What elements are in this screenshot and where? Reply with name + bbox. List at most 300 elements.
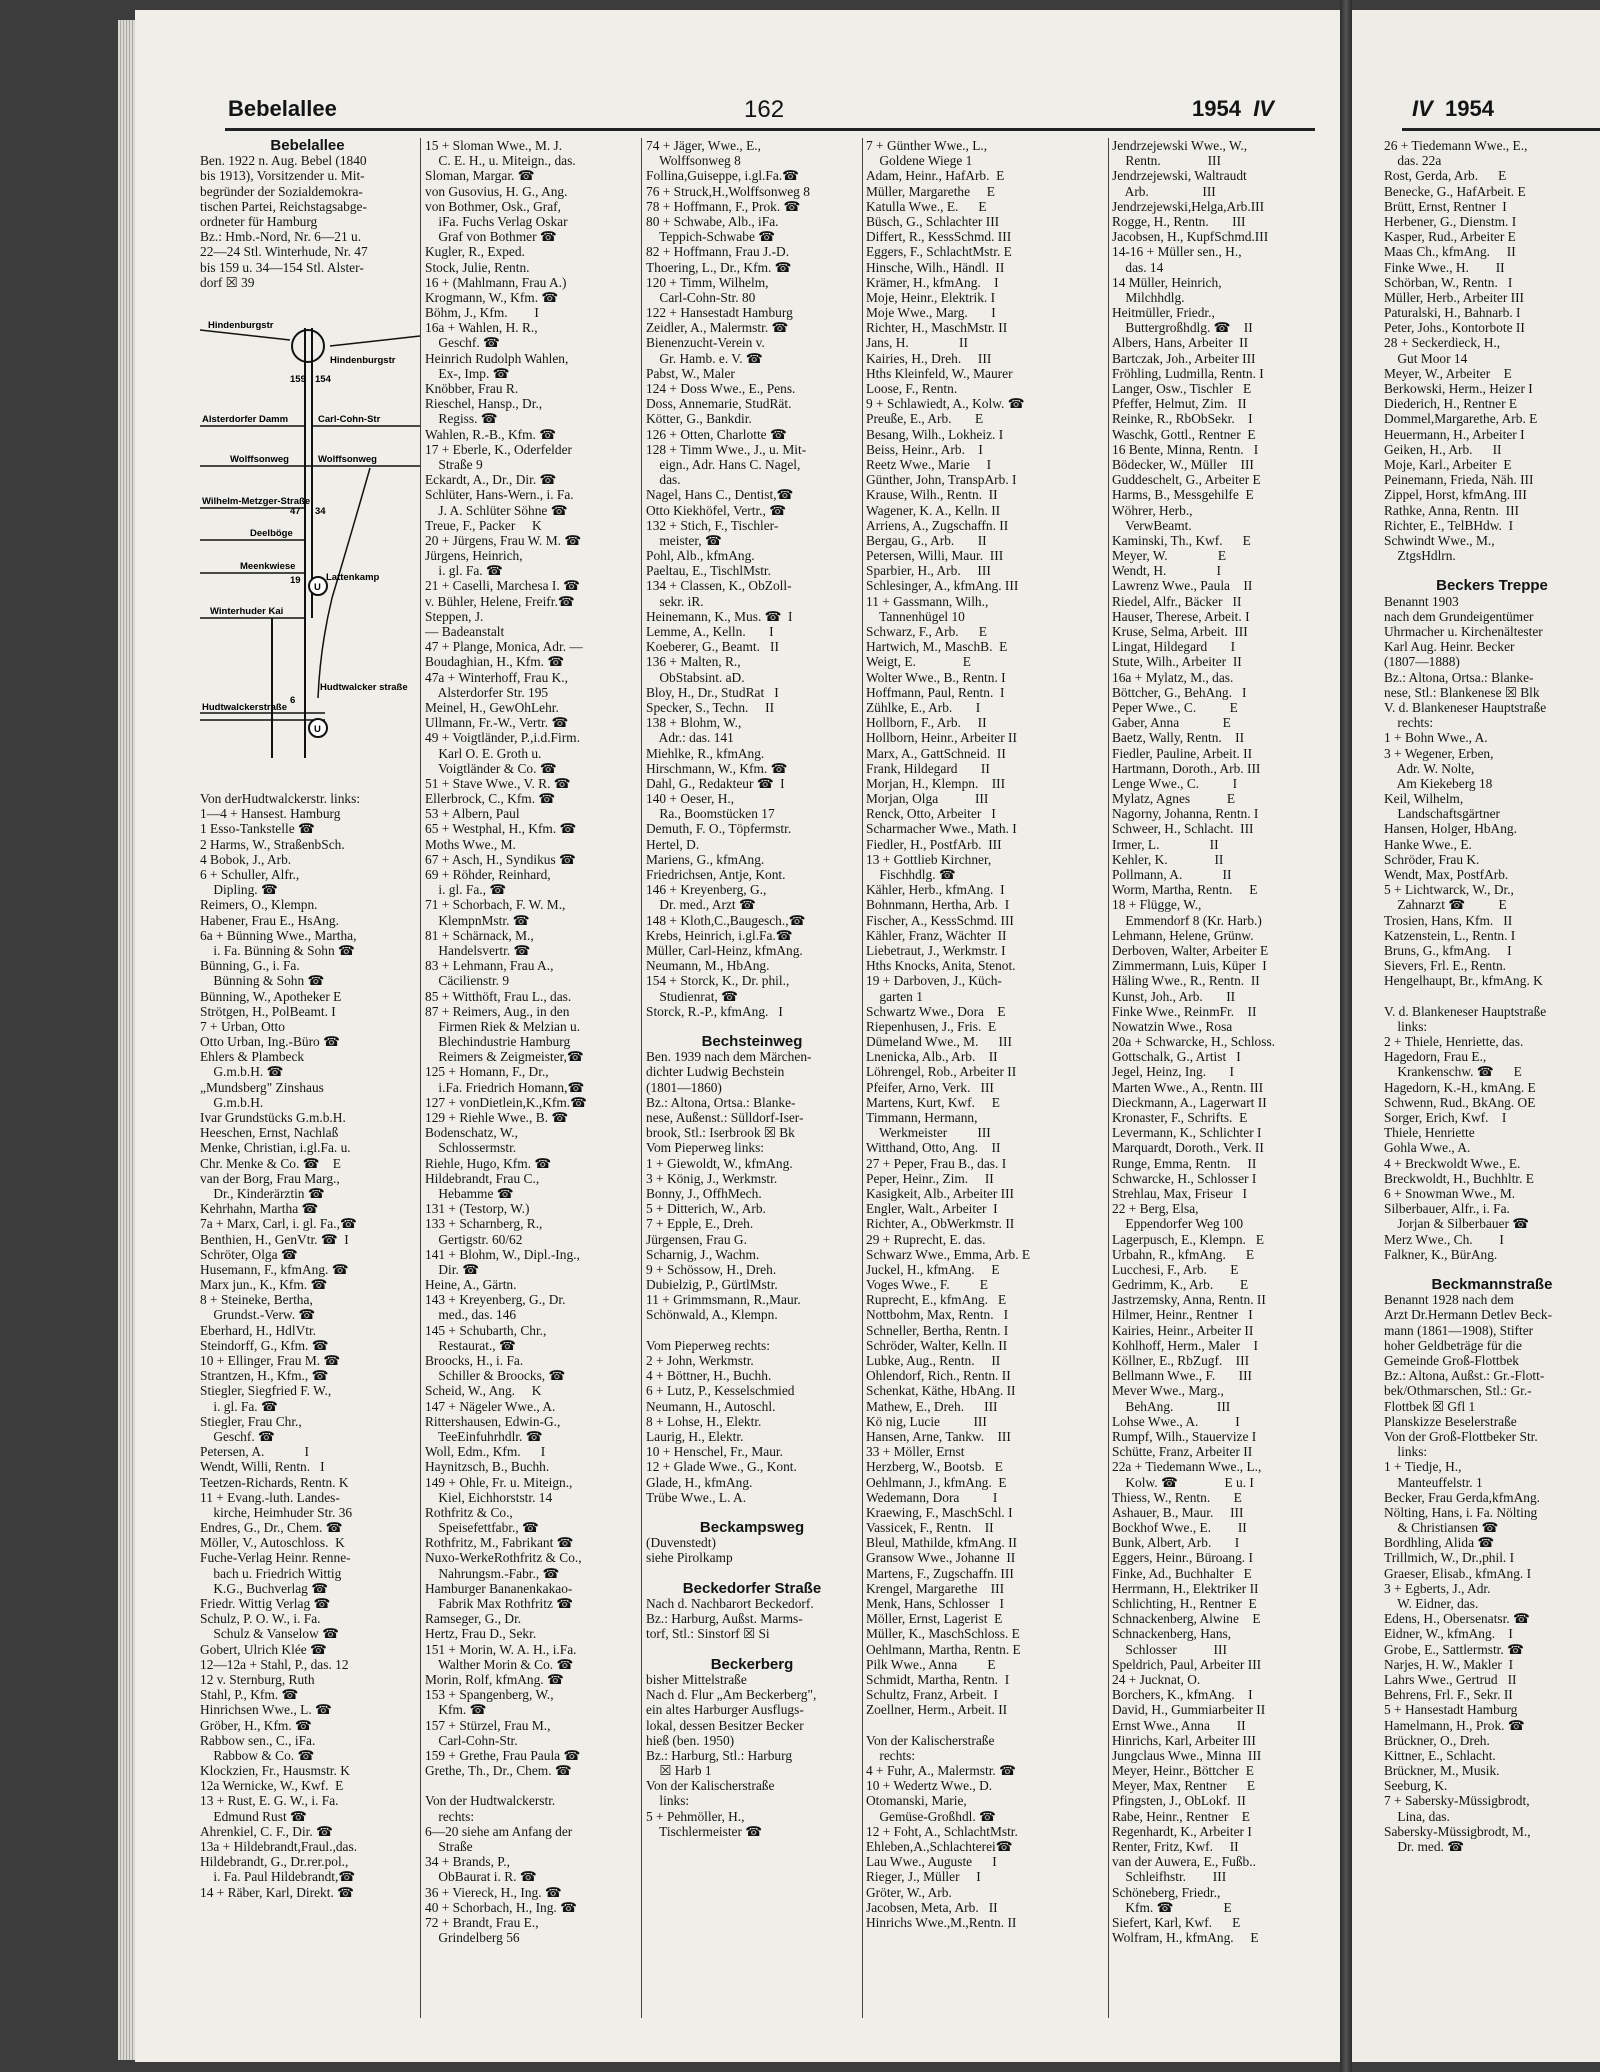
directory-line: Hamburger Bananenkakao- [425,1580,573,1596]
column-4 [866,138,1104,1930]
directory-line: Müller, Herb., Arbeiter III [1384,289,1525,305]
directory-line: Riedel, Alfr., Bäcker II [1112,593,1242,609]
directory-line: links: [646,1793,690,1809]
directory-line: 11 + Gassmann, Wilh., [866,593,989,609]
directory-line: 6 + Snowman Wwe., M. [1384,1185,1516,1201]
directory-line: Ramseger, G., Dr. [425,1611,522,1627]
directory-line: 78 + Hoffmann, F., Prok. ☎ [646,198,801,214]
directory-line: Zeidler, A., Malermstr. ☎ [646,320,789,336]
directory-line: 22 + Berg, Elsa, [1112,1201,1199,1217]
street-heading: Beckerberg [710,1655,794,1673]
directory-line: garten 1 [866,988,923,1004]
directory-line: Lau Wwe., Auguste I [866,1854,997,1870]
directory-line: Stiegler, Siegfried F. W., [200,1383,332,1399]
directory-line: Morjan, Olga III [866,791,989,807]
directory-line: von Bothmer, Osk., Graf, [425,198,561,214]
directory-line: G.m.b.H. [200,1094,264,1110]
directory-line: Mathew, E., Dreh. III [866,1398,998,1414]
directory-line: Bleul, Mathilde, kfmAng. II [866,1535,1017,1551]
directory-line: Kruse, Selma, Arbeit. III [1112,624,1248,639]
directory-line: Peper, Heinr., Zim. II [866,1170,994,1186]
directory-line: 16a + Wahlen, H. R., [425,320,538,336]
directory-line: 74 + Jäger, Wwe., E., [646,138,761,153]
directory-line: siehe Pirolkamp [646,1550,733,1566]
directory-line: Wolfram, H., kfmAng. E [1112,1930,1259,1946]
directory-line: i. gl. Fa. ☎ [425,563,503,579]
directory-line: 17 + Eberle, K., Oderfelder [425,441,572,457]
directory-line: Edens, H., Obersenatsr. ☎ [1384,1611,1530,1627]
directory-line: KlempnMstr. ☎ [425,912,530,928]
directory-line: Graf von Bothmer ☎ [425,229,557,245]
directory-line: 22—24 Stl. Winterhude, Nr. 47 [200,244,368,260]
directory-line: Lagerpusch, E., Klempn. E [1112,1231,1265,1247]
directory-line: sekr. iR. [646,593,704,609]
directory-line: Steppen, J. [425,608,484,624]
directory-line: 122 + Hansestadt Hamburg [646,305,793,321]
directory-line: C. E. H., u. Miteign., das. [425,153,576,169]
directory-line: Eppendorfer Weg 100 [1112,1216,1244,1232]
directory-line: Edmund Rust ☎ [200,1808,307,1824]
street-heading: Beckmannstraße [1431,1276,1553,1294]
directory-line: Rogge, H., Rentn. III [1112,213,1246,229]
directory-line: torf, Stl.: Sinstorf ☒ Si [646,1626,770,1642]
directory-line: 83 + Lehmann, Frau A., [425,958,554,974]
directory-line: kirche, Heimhuder Str. 36 [200,1504,353,1520]
directory-line: Schlosser III [1112,1641,1227,1657]
directory-line: Bonny, J., OffhMech. [646,1185,762,1201]
directory-line: Grindelberg 56 [425,1930,520,1946]
directory-line: Keil, Wilhelm, [1384,791,1464,807]
directory-line: 13 + Rust, E. G. W., i. Fa. [200,1793,339,1809]
header-rule-right [1402,128,1600,131]
directory-line: Ben. 1922 n. Aug. Bebel (1840 [200,153,367,169]
directory-line: Bordhling, Alida ☎ [1384,1535,1495,1551]
directory-line: 129 + Riehle Wwe., B. ☎ [425,1110,568,1125]
directory-line: Endres, G., Dr., Chem. ☎ [200,1520,343,1536]
map-street-label: Deelböge [250,528,293,539]
directory-line: 10 + Henschel, Fr., Maur. [646,1444,783,1460]
directory-line: 5 + Ditterich, W., Arb. [646,1201,766,1217]
directory-line: nese, Außenst.: Sülldorf-Iser- [646,1110,804,1125]
directory-line: Menk, Hans, Schlosser I [866,1596,1004,1611]
directory-line: Hinsche, Wilh., Händl. II [866,259,1005,275]
directory-line: Büsch, G., Schlachter III [866,213,1000,229]
directory-line: Diederich, H., Rentner E [1384,396,1518,412]
directory-line: Fabrik Max Rothfritz ☎ [425,1596,573,1611]
directory-line: Ben. 1939 nach dem Märchen- [646,1049,812,1065]
directory-line: Straße 9 [425,456,483,472]
directory-line: 133 + Scharnberg, R., [425,1216,543,1232]
directory-line: Zahnarzt ☎ E [1384,897,1507,913]
directory-line: Rieger, J., Müller I [866,1869,981,1885]
directory-line: Paturalski, H., Bahnarb. I [1384,305,1521,321]
directory-line: Vom Pieperweg links: [646,1140,765,1156]
directory-line: Scharnig, J., Wachm. [646,1246,760,1262]
directory-line: Gaber, Anna E [1112,715,1231,731]
directory-line: 12 v. Sternburg, Ruth [200,1671,315,1687]
directory-line: Friedr. Wittig Verlag ☎ [200,1596,331,1611]
directory-line: Morin, Rolf, kfmAng. ☎ [425,1671,564,1687]
directory-line: Pfeifer, Arno, Verk. III [866,1079,994,1095]
directory-line: Rabbow & Co. ☎ [200,1747,315,1763]
directory-line: Jendrzejewski, Waltraudt [1112,168,1247,184]
directory-line: 49 + Voigtländer, P.,i.d.Firm. [425,730,580,746]
directory-line: Löhrengel, Rob., Arbeiter II [866,1064,1017,1080]
directory-line: Maas Ch., kfmAng. II [1384,244,1516,260]
directory-line: Bergau, G., Arb. II [866,532,987,548]
directory-line: Glade, H., kfmAng. [646,1474,753,1490]
directory-line: 7 + Günther Wwe., L., [866,138,988,153]
directory-line: 131 + (Testorp, W.) [425,1201,530,1217]
right-page-head [1412,96,1494,122]
directory-line: Nuxo-WerkeRothfritz & Co., [425,1550,582,1566]
directory-line: Breckwoldt, H., Buchhltr. E [1384,1170,1534,1186]
directory-line: Hinrichsen Wwe., L. ☎ [200,1702,332,1718]
directory-line: Landschaftsgärtner [1384,806,1501,822]
directory-line: 22a + Tiedemann Wwe., L., [1112,1459,1262,1475]
directory-line: Oehlmann, J., kfmAng. E [866,1474,1007,1490]
directory-line: Juckel, H., kfmAng. E [866,1261,1000,1277]
directory-line: Waschk, Gottl., Rentner E [1112,426,1256,442]
directory-line: Krebs, Heinrich, i.gl.Fa.☎ [646,927,793,943]
directory-line: Kasper, Rud., Arbeiter E [1384,229,1516,245]
map-street-label: Alsterdorfer Damm [202,414,289,425]
directory-line: Grundst.-Verw. ☎ [200,1307,316,1323]
directory-line: Moths Wwe., M. [425,836,516,852]
directory-line: 159 + Grethe, Frau Paula ☎ [425,1747,581,1763]
directory-line: 24 + Jucknat, O. [1112,1671,1201,1687]
book-spine [1340,0,1352,2072]
directory-line: Bruns, G., kfmAng. I [1384,942,1512,958]
directory-line: Kairies, H., Dreh. III [866,350,992,366]
directory-line: Jendrzejewski,Helga,Arb.III [1112,198,1265,214]
directory-line: Pfeffer, Helmut, Zim. II [1112,396,1247,412]
directory-line: Frank, Hildegard II [866,760,990,776]
directory-line: Bienenzucht-Verein v. [646,335,765,351]
directory-line: Bz.: Altona, Ortsa.: Blanke- [646,1094,796,1110]
directory-line: Schröter, Olga ☎ [200,1246,298,1262]
right-year: 1954 [1445,96,1494,121]
directory-line: Hirschmann, W., Kfm. ☎ [646,760,788,776]
directory-line: Pfingsten, J., ObLokf. II [1112,1793,1246,1809]
directory-line: ☒ Harb 1 [646,1763,712,1779]
directory-line: 15 + Sloman Wwe., M. J. [425,138,563,153]
directory-line: Brückner, M., Musik. [1384,1763,1500,1779]
directory-line: Dipling. ☎ [200,882,278,898]
directory-line: Nahrungsm.-Fabr., ☎ [425,1565,560,1581]
directory-line: Krankenschw. ☎ E [1384,1064,1522,1080]
directory-line: Finke Wwe., H. II [1384,259,1505,275]
header-rule [225,128,1315,131]
directory-line: Laurig, H., Elektr. [646,1428,744,1444]
directory-line: Timmann, Hermann, [866,1110,978,1125]
directory-line: Haynitzsch, B., Buchh. [425,1459,550,1475]
directory-line: Müller, Margarethe E [866,183,995,199]
directory-line: Strehlau, Max, Friseur I [1112,1185,1247,1201]
directory-line: Hagedorn, K.-H., kmAng. E [1384,1079,1536,1095]
directory-line: 127 + vonDietlein,K.,Kfm.☎ [425,1094,587,1110]
directory-line: Sloman, Margar. ☎ [425,168,535,184]
directory-line: Katulla Wwe., E. E [866,198,987,214]
directory-line: Rumpf, Wilh., Stauervize I [1112,1428,1257,1444]
directory-line: Kähler, Franz, Wächter II [866,927,1007,943]
directory-line: Schwindt Wwe., M., [1384,532,1495,548]
directory-line: bisher Mittelstraße [646,1671,747,1687]
directory-line: Hinrichs Wwe.,M.,Rentn. II [866,1914,1017,1930]
directory-line: 16a + Mylatz, M., das. [1112,669,1234,685]
directory-line: Steindorff, G., Kfm. ☎ [200,1337,329,1353]
directory-line: Moje, Karl., Arbeiter E [1384,456,1512,472]
right-volume: IV [1412,96,1433,121]
directory-line: VerwBeamt. [1112,517,1192,533]
street-heading: Beckers Treppe [1436,577,1548,595]
directory-line: 1 + Tiedje, H., [1384,1459,1462,1475]
directory-line: Schörban, W., Rentn. I [1384,274,1513,290]
directory-line: Kehler, K. II [1112,851,1224,867]
directory-line: 4 + Böttner, H., Buchh. [646,1368,772,1384]
directory-line: 120 + Timm, Wilhelm, [646,274,769,290]
directory-line: Bünning, G., i. Fa. [200,958,300,974]
directory-line: Katzenstein, L., Rentn. I [1384,927,1516,943]
directory-line: 147 + Nägeler Wwe., A. [425,1398,556,1414]
directory-line: Cäcilienstr. 9 [425,973,510,989]
directory-line: Falkner, K., BürAng. [1384,1246,1498,1262]
directory-line: Böhm, J., Kfm. I [425,305,539,321]
column-5 [1112,138,1337,1945]
directory-line: Adr.: das. 141 [646,730,734,746]
directory-line: Geiken, H., Arb. II [1384,441,1502,457]
directory-line: Kraewing, F., MaschSchl. I [866,1504,1013,1520]
volume: IV [1253,96,1274,121]
directory-line: Preuße, E., Arb. E [866,411,984,427]
directory-line: Kaminski, Th., Kwf. E [1112,532,1251,548]
directory-line: Carl-Cohn-Str. 80 [646,289,756,305]
directory-line: Adr. W. Nolte, [1384,760,1475,776]
directory-line: Heine, A., Gärtn. [425,1277,517,1293]
directory-line: 69 + Röhder, Reinhard, [425,867,551,882]
directory-line: Hinrichs, Karl, Arbeiter III [1112,1732,1256,1748]
directory-line: Finke Wwe., ReinmFr. II [1112,1003,1257,1019]
directory-line: 4 + Breckwoldt Wwe., E. [1384,1155,1521,1171]
directory-line: 53 + Albern, Paul [425,806,520,822]
directory-line: Hengelhaupt, Br., kfmAng. K [1384,973,1543,989]
directory-line [200,290,415,305]
directory-line: 145 + Schubarth, Chr., [425,1322,547,1338]
directory-line: 5 + Lichtwarck, W., Dr., [1384,882,1514,898]
directory-line: Martens, F., Zugschaffn. III [866,1565,1014,1581]
directory-line: v. Bühler, Helene, Freifr.☎ [425,593,575,609]
directory-line: Otto Urban, Ing.-Büro ☎ [200,1034,340,1050]
directory-line: Hansen, Arne, Tankw. III [866,1428,1011,1444]
directory-line: Hagedorn, Frau E., [1384,1049,1487,1065]
directory-line: Worm, Martha, Rentn. E [1112,882,1258,898]
directory-line: 7a + Marx, Carl, i. gl. Fa.,☎ [200,1216,357,1232]
directory-line: Dahl, G., Redakteur ☎ I [646,775,785,791]
directory-line: 19 + Darboven, J., Küch- [866,973,1002,989]
directory-line: Mariens, G., kfmAng. [646,851,765,867]
directory-line: Ernst Wwe., Anna II [1112,1717,1246,1733]
directory-line: Grobe, E., Sattlermstr. ☎ [1384,1641,1524,1657]
directory-line: Schlichting, H., Rentner E [1112,1596,1257,1611]
directory-line: rechts: [425,1808,475,1824]
directory-line: Dubielzig, P., GürtlMstr. [646,1277,778,1293]
directory-line: Peinemann, Frieda, Näh. III [1384,472,1534,488]
directory-line: 76 + Struck,H.,Wolffsonweg 8 [646,183,810,199]
directory-line: Hollborn, F., Arb. II [866,715,987,731]
column-3 [646,138,858,1839]
directory-line: 6 + Lutz, P., Kesselschmied [646,1383,795,1399]
directory-line: Tischlermeister ☎ [646,1823,762,1839]
map-street-label: Lattenkamp [326,572,380,583]
directory-line: Herzberg, W., Bootsb. E [866,1459,1003,1475]
directory-line: Renter, Fritz, Kwf. II [1112,1839,1239,1854]
directory-line: brook, Stl.: Iserbrook ☒ Bk [646,1125,795,1141]
directory-line: Schulz & Vanselow ☎ [200,1626,339,1642]
directory-line: Wolffsonweg 8 [646,153,741,169]
directory-line: Nagel, Hans C., Dentist,☎ [646,487,794,503]
directory-line: Köllner, E., RbZugf. III [1112,1353,1250,1368]
directory-line: Nach d. Flur „Am Beckerberg", [646,1687,817,1703]
directory-line: dorf ☒ 39 [200,274,255,290]
directory-line: Mever Wwe., Marg., [1112,1383,1224,1399]
directory-line: Heuermann, H., Arbeiter I [1384,426,1525,442]
directory-line: 149 + Ohle, Fr. u. Miteign., [425,1474,573,1490]
directory-line: Schwarcke, H., Schlosser I [1112,1170,1257,1186]
directory-line: Fiedler, Pauline, Arbeit. II [1112,745,1253,761]
directory-line: Hebamme ☎ [425,1185,514,1201]
directory-line: 8 + Steineke, Bertha, [200,1292,313,1308]
directory-line: BehAng. III [1112,1398,1231,1414]
directory-line: Schenkat, Käthe, HbAng. II [866,1383,1016,1399]
directory-line: Fröhling, Ludmilla, Rentn. I [1112,365,1264,381]
directory-line: van der Borg, Frau Marg., [200,1170,340,1186]
directory-line: Stock, Julie, Rentn. [425,259,530,275]
directory-line: Loose, F., Rentn. [866,381,958,396]
directory-line: Kö nig, Lucie III [866,1413,987,1429]
directory-line: Möller, Ernst, Lagerist E [866,1611,1003,1627]
directory-line: Goldene Wiege 1 [866,153,973,169]
directory-line: Bz.: Harburg, Außst. Marms- [646,1611,803,1627]
directory-line: V. d. Blankeneser Hauptstraße [1384,699,1547,715]
running-head-street: Bebelallee [228,96,337,121]
directory-line: Tannenhügel 10 [866,608,965,624]
directory-line: Fischer, A., KessSchmd. III [866,912,1014,928]
directory-line: Kötter, G., Bankdir. [646,411,752,427]
directory-line: Werkmeister III [866,1125,991,1141]
directory-line: Reetz Wwe., Marie I [866,456,992,472]
directory-line: 140 + Oeser, H., [646,791,735,807]
directory-line: Demuth, F. O., Töpfermstr. [646,821,792,837]
directory-line: Ex-, Imp. ☎ [425,365,510,381]
directory-line: Eggers, F., SchlachtMstr. E [866,244,1012,260]
directory-line: Trosien, Hans, Kfm. II [1384,912,1513,928]
directory-line: Pilk Wwe., Anna E [866,1656,996,1672]
column-2 [425,138,637,1945]
directory-line: Jans, H. II [866,335,968,351]
directory-line: tischen Partei, Reichstagsabge- [200,198,367,214]
directory-line: Petersen, A. I [200,1444,309,1460]
directory-line: TeeEinfuhrhdlr. ☎ [425,1428,543,1444]
directory-line: Flottbek ☒ Gfl 1 [1384,1398,1476,1414]
directory-line: 5 + Hansestadt Hamburg [1384,1702,1518,1718]
directory-line: Knöbber, Frau R. [425,381,519,396]
directory-line: Nagorny, Johanna, Rentn. I [1112,806,1259,822]
book-page-edges [118,20,135,2060]
map-street-label: Wolffsonweg [230,454,289,465]
directory-line: Meyer, Heinr., Böttcher E [1112,1763,1254,1779]
directory-line: Schröder, Frau K. [1384,851,1480,867]
directory-line: Silberbauer, Alfr., i. Fa. [1384,1201,1510,1217]
directory-line: 40 + Schorbach, H., Ing. ☎ [425,1899,577,1915]
directory-line: Witthand, Otto, Ang. II [866,1140,1001,1156]
directory-line: Harms, B., Messgehilfe E [1112,487,1254,503]
directory-line: Riepenhusen, J., Fris. E [866,1018,997,1034]
directory-line: Von derHudtwalckerstr. links: [200,791,361,807]
directory-line: Ruprecht, E., kfmAng. E [866,1292,1007,1308]
directory-line: bis 1913), Vorsitzender u. Mit- [200,168,365,184]
directory-line: Dr. med., Arzt ☎ [646,897,756,913]
directory-line: 51 + Stave Wwe., V. R. ☎ [425,775,571,791]
directory-line: Wendt, Willi, Rentn. I [200,1459,325,1475]
directory-line: 20 + Jürgens, Frau W. M. ☎ [425,532,582,548]
directory-line: 14-16 + Müller sen., H., [1112,244,1242,260]
directory-line: 7 + Urban, Otto [200,1018,285,1034]
directory-line: „Mundsberg" Zinshaus [200,1079,324,1095]
directory-line: Irmer, L. II [1112,836,1219,852]
directory-line: Benecke, G., HafArbeit. E [1384,183,1526,199]
directory-line: Alsterdorfer Str. 195 [425,684,549,700]
directory-line: Dümeland Wwe., M. III [866,1034,1012,1050]
directory-line: K.G., Buchverlag ☎ [200,1580,328,1596]
directory-line: Becker, Frau Gerda,kfmAng. [1384,1489,1541,1505]
directory-line: 3 + Egberts, J., Adr. [1384,1580,1491,1596]
directory-line: Hoffmann, Paul, Rentn. I [866,684,1005,700]
directory-line: 138 + Blohm, W., [646,715,742,731]
directory-line: Schnackenberg, Hans, [1112,1626,1232,1642]
directory-line: Bockhof Wwe., E. II [1112,1520,1247,1536]
directory-line: 67 + Asch, H., Syndikus ☎ [425,851,576,867]
directory-line: Eggers, Heinr., Büroang. I [1112,1550,1253,1566]
directory-line: Häling Wwe., R., Rentn. II [1112,973,1260,989]
directory-line: Kronaster, F., Schrifts. E [1112,1110,1248,1125]
directory-line: Otomanski, Marie, [866,1793,967,1809]
directory-line: Wagener, K. A., Kelln. II [866,502,1001,518]
directory-line: Jacobsen, H., KupfSchmd.III [1112,229,1269,245]
directory-line: 16 Bente, Minna, Rentn. I [1112,441,1259,457]
directory-line: Schnackenberg, Alwine E [1112,1611,1261,1627]
directory-line: 12a Wernicke, W., Kwf. E [200,1778,344,1794]
directory-line: eign., Adr. Hans C. Nagel, [646,456,801,472]
directory-line: Pabst, W., Maler [646,365,735,381]
directory-line: — Badeanstalt [425,624,505,639]
directory-line: Rentn. III [1112,153,1221,169]
directory-line: meister, ☎ [646,532,722,548]
directory-line: Sievers, Frl. E., Rentn. [1384,958,1506,974]
directory-line: Kohlhoff, Herm., Maler I [1112,1337,1258,1353]
map-street-label: Hudtwalckerstraße [202,702,288,713]
directory-line: Meyer, Max, Rentner E [1112,1778,1256,1794]
directory-line: 2 + Thiele, Henriette, das. [1384,1034,1524,1050]
directory-line: Planskizze Beselerstraße [1384,1413,1517,1429]
directory-line: Schulz, P. O. W., i. Fa. [200,1611,321,1627]
directory-line: Chr. Menke & Co. ☎ E [200,1155,341,1171]
directory-line: 125 + Homann, F., Dr., [425,1064,549,1080]
directory-line: ObStabsint. aD. [646,669,745,685]
directory-line: Hildebrandt, Frau C., [425,1170,540,1186]
directory-line: Schröder, Walter, Kelln. II [866,1337,1008,1353]
directory-line: 26 + Tiedemann Wwe., E., [1384,138,1528,153]
directory-line: Albers, Hans, Arbeiter II [1112,335,1249,351]
